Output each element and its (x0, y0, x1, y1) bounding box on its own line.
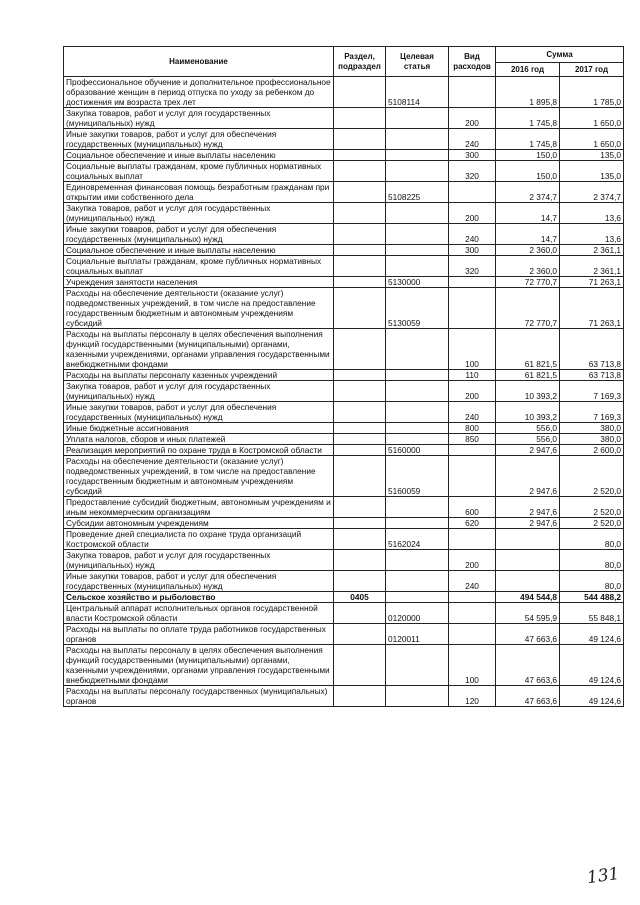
row-name: Закупка товаров, работ и услуг для государственных (муниципальных) нужд (64, 550, 334, 571)
row-article (386, 129, 449, 150)
row-article (386, 645, 449, 686)
row-sum-2017: 13,6 (560, 224, 624, 245)
row-article: 0120011 (386, 624, 449, 645)
table-row (64, 624, 624, 645)
row-article (386, 550, 449, 571)
row-type: 240 (449, 571, 496, 592)
row-section (334, 256, 386, 277)
row-sum-2017: 2 374,7 (560, 182, 624, 203)
row-sum-2016 (496, 550, 560, 571)
row-name: Иные закупки товаров, работ и услуг для обеспечения государственных (муниципальных) нужд (64, 224, 334, 245)
row-sum-2016: 556,0 (496, 423, 560, 434)
row-sum-2016: 61 821,5 (496, 370, 560, 381)
row-name: Профессиональное обучение и дополнительное профессиональное образование женщин в период отпуска по уходу за ребенком до достижения им возраста трех лет (64, 77, 334, 108)
row-section (334, 245, 386, 256)
table-row (64, 456, 624, 497)
table-row (64, 381, 624, 402)
row-sum-2017: 2 520,0 (560, 497, 624, 518)
row-sum-2016: 1 745,8 (496, 108, 560, 129)
row-article (386, 370, 449, 381)
row-section (334, 456, 386, 497)
row-article (386, 518, 449, 529)
row-sum-2016: 47 663,6 (496, 624, 560, 645)
row-section (334, 571, 386, 592)
row-article (386, 108, 449, 129)
row-sum-2017: 80,0 (560, 550, 624, 571)
row-sum-2016: 2 374,7 (496, 182, 560, 203)
header-2017: 2017 год (560, 63, 624, 77)
row-section (334, 497, 386, 518)
row-type: 620 (449, 518, 496, 529)
row-sum-2017: 135,0 (560, 150, 624, 161)
row-type: 200 (449, 203, 496, 224)
row-type (449, 77, 496, 108)
row-name: Закупка товаров, работ и услуг для государственных (муниципальных) нужд (64, 381, 334, 402)
row-section (334, 329, 386, 370)
row-name: Расходы на выплаты персоналу государственных (муниципальных) органов (64, 686, 334, 707)
row-name: Расходы на выплаты по оплате труда работников государственных органов (64, 624, 334, 645)
row-section (334, 402, 386, 423)
row-type: 240 (449, 129, 496, 150)
row-sum-2017: 71 263,1 (560, 288, 624, 329)
row-sum-2016: 14,7 (496, 224, 560, 245)
row-sum-2017: 13,6 (560, 203, 624, 224)
row-section (334, 203, 386, 224)
row-sum-2016: 1 895,8 (496, 77, 560, 108)
row-type: 240 (449, 224, 496, 245)
row-sum-2016: 14,7 (496, 203, 560, 224)
row-name: Единовременная финансовая помощь безработным гражданам при открытии ими собственного дела (64, 182, 334, 203)
header-name: Наименование (64, 47, 334, 77)
row-section (334, 150, 386, 161)
row-sum-2016: 556,0 (496, 434, 560, 445)
row-section (334, 434, 386, 445)
row-article: 5108225 (386, 182, 449, 203)
table-row (64, 603, 624, 624)
table-row (64, 224, 624, 245)
row-sum-2017: 1 650,0 (560, 129, 624, 150)
table-header (64, 47, 624, 77)
row-section (334, 686, 386, 707)
row-sum-2017: 49 124,6 (560, 686, 624, 707)
row-type (449, 603, 496, 624)
row-name: Социальные выплаты гражданам, кроме публичных нормативных социальных выплат (64, 256, 334, 277)
row-sum-2017: 2 361,1 (560, 245, 624, 256)
row-section (334, 423, 386, 434)
row-sum-2016: 2 360,0 (496, 245, 560, 256)
row-article: 5108114 (386, 77, 449, 108)
row-sum-2017: 80,0 (560, 529, 624, 550)
row-sum-2016: 150,0 (496, 161, 560, 182)
row-article: 5160000 (386, 445, 449, 456)
row-name: Субсидии автономным учреждениям (64, 518, 334, 529)
row-type: 300 (449, 150, 496, 161)
header-2016: 2016 год (496, 63, 560, 77)
row-name: Расходы на выплаты персоналу в целях обеспечения выполнения функций государственными (муниципальными) органами, казенными учреждениями, органами управления государственными внебюджетными фондами (64, 645, 334, 686)
table-row (64, 77, 624, 108)
row-sum-2017: 2 361,1 (560, 256, 624, 277)
row-type (449, 288, 496, 329)
row-sum-2017: 7 169,3 (560, 381, 624, 402)
row-name: Учреждения занятости населения (64, 277, 334, 288)
row-article: 5130000 (386, 277, 449, 288)
row-section (334, 108, 386, 129)
row-sum-2017: 135,0 (560, 161, 624, 182)
row-name: Закупка товаров, работ и услуг для государственных (муниципальных) нужд (64, 108, 334, 129)
row-section (334, 550, 386, 571)
row-type (449, 182, 496, 203)
row-sum-2016: 47 663,6 (496, 686, 560, 707)
row-section (334, 381, 386, 402)
row-section (334, 182, 386, 203)
row-type: 320 (449, 256, 496, 277)
row-type: 120 (449, 686, 496, 707)
budget-table (63, 46, 624, 707)
row-article: 5162024 (386, 529, 449, 550)
row-article (386, 224, 449, 245)
row-sum-2016: 54 595,9 (496, 603, 560, 624)
row-sum-2016: 61 821,5 (496, 329, 560, 370)
row-article (386, 423, 449, 434)
row-section (334, 224, 386, 245)
table-row (64, 182, 624, 203)
row-section (334, 529, 386, 550)
row-section (334, 288, 386, 329)
row-section (334, 129, 386, 150)
row-article (386, 381, 449, 402)
row-type (449, 592, 496, 603)
row-sum-2017: 380,0 (560, 423, 624, 434)
table-row (64, 497, 624, 518)
table-row (64, 203, 624, 224)
row-sum-2017: 1 650,0 (560, 108, 624, 129)
row-article (386, 256, 449, 277)
row-sum-2017: 1 785,0 (560, 77, 624, 108)
row-section: 0405 (334, 592, 386, 603)
row-type: 320 (449, 161, 496, 182)
row-sum-2016: 2 947,6 (496, 497, 560, 518)
table-row (64, 686, 624, 707)
table-row (64, 592, 624, 603)
row-sum-2016: 10 393,2 (496, 381, 560, 402)
row-sum-2016: 2 947,6 (496, 445, 560, 456)
row-type: 850 (449, 434, 496, 445)
row-sum-2016: 1 745,8 (496, 129, 560, 150)
row-type: 200 (449, 381, 496, 402)
row-type: 100 (449, 329, 496, 370)
row-sum-2016: 2 947,6 (496, 518, 560, 529)
row-sum-2016: 2 947,6 (496, 456, 560, 497)
row-name: Социальное обеспечение и иные выплаты населению (64, 245, 334, 256)
row-sum-2017: 55 848,1 (560, 603, 624, 624)
header-type: Вид расходов (449, 47, 496, 77)
row-name: Социальное обеспечение и иные выплаты населению (64, 150, 334, 161)
row-type: 800 (449, 423, 496, 434)
row-sum-2017: 49 124,6 (560, 645, 624, 686)
table-row (64, 288, 624, 329)
table-row (64, 108, 624, 129)
table-row (64, 529, 624, 550)
row-type: 100 (449, 645, 496, 686)
table-row (64, 150, 624, 161)
row-name: Социальные выплаты гражданам, кроме публичных нормативных социальных выплат (64, 161, 334, 182)
row-name: Иные закупки товаров, работ и услуг для обеспечения государственных (муниципальных) нужд (64, 129, 334, 150)
row-section (334, 161, 386, 182)
row-type: 240 (449, 402, 496, 423)
table-row (64, 329, 624, 370)
row-type: 600 (449, 497, 496, 518)
row-article (386, 329, 449, 370)
row-section (334, 445, 386, 456)
header-section: Раздел, подраздел (334, 47, 386, 77)
row-type (449, 456, 496, 497)
row-section (334, 603, 386, 624)
row-section (334, 277, 386, 288)
row-sum-2016 (496, 529, 560, 550)
row-sum-2016: 47 663,6 (496, 645, 560, 686)
row-type (449, 529, 496, 550)
row-name: Проведение дней специалиста по охране труда организаций Костромской области (64, 529, 334, 550)
row-sum-2017: 63 713,8 (560, 370, 624, 381)
row-sum-2017: 2 600,0 (560, 445, 624, 456)
row-sum-2017: 63 713,8 (560, 329, 624, 370)
row-sum-2017: 544 488,2 (560, 592, 624, 603)
row-name: Расходы на выплаты персоналу в целях обеспечения выполнения функций государственными (муниципальными) органами, казенными учреждениями, органами управления государственными внебюджетными фондами (64, 329, 334, 370)
row-type (449, 624, 496, 645)
row-name: Иные закупки товаров, работ и услуг для обеспечения государственных (муниципальных) нужд (64, 402, 334, 423)
page-number: 131 (585, 863, 621, 889)
row-type (449, 277, 496, 288)
row-article (386, 402, 449, 423)
row-sum-2016 (496, 571, 560, 592)
row-section (334, 624, 386, 645)
table-row (64, 129, 624, 150)
row-name: Расходы на обеспечение деятельности (оказание услуг) подведомственных учреждений, в том числе на предоставление государственным бюджетным и автономным учреждениям субсидий (64, 456, 334, 497)
row-type: 110 (449, 370, 496, 381)
row-sum-2017: 2 520,0 (560, 456, 624, 497)
table-row (64, 571, 624, 592)
row-sum-2017: 380,0 (560, 434, 624, 445)
row-article (386, 150, 449, 161)
row-article (386, 203, 449, 224)
row-sum-2017: 2 520,0 (560, 518, 624, 529)
row-article (386, 571, 449, 592)
header-article: Целевая статья (386, 47, 449, 77)
row-sum-2016: 150,0 (496, 150, 560, 161)
row-article (386, 245, 449, 256)
table-row (64, 518, 624, 529)
table-row (64, 245, 624, 256)
row-type (449, 445, 496, 456)
row-article (386, 686, 449, 707)
row-name: Предоставление субсидий бюджетным, автономным учреждениям и иным некоммерческим организациям (64, 497, 334, 518)
row-sum-2017: 49 124,6 (560, 624, 624, 645)
row-section (334, 645, 386, 686)
row-article (386, 434, 449, 445)
row-article (386, 161, 449, 182)
table-body (64, 77, 624, 707)
row-section (334, 77, 386, 108)
row-sum-2017: 71 263,1 (560, 277, 624, 288)
row-name: Сельское хозяйство и рыболовство (64, 592, 334, 603)
table-row (64, 645, 624, 686)
row-section (334, 518, 386, 529)
row-sum-2016: 72 770,7 (496, 277, 560, 288)
row-name: Расходы на выплаты персоналу казенных учреждений (64, 370, 334, 381)
table-row (64, 277, 624, 288)
row-name: Иные закупки товаров, работ и услуг для обеспечения государственных (муниципальных) нужд (64, 571, 334, 592)
table-row (64, 434, 624, 445)
table-row (64, 445, 624, 456)
row-name: Расходы на обеспечение деятельности (оказание услуг) подведомственных учреждений, в том числе на предоставление государственным бюджетным и автономным учреждениям субсидий (64, 288, 334, 329)
row-name: Уплата налогов, сборов и иных платежей (64, 434, 334, 445)
row-type: 300 (449, 245, 496, 256)
row-name: Центральный аппарат исполнительных органов государственной власти Костромской области (64, 603, 334, 624)
row-article: 0120000 (386, 603, 449, 624)
row-sum-2016: 494 544,8 (496, 592, 560, 603)
row-name: Закупка товаров, работ и услуг для государственных (муниципальных) нужд (64, 203, 334, 224)
row-name: Иные бюджетные ассигнования (64, 423, 334, 434)
table-row (64, 256, 624, 277)
table-row (64, 423, 624, 434)
row-article (386, 497, 449, 518)
row-type: 200 (449, 550, 496, 571)
row-sum-2017: 80,0 (560, 571, 624, 592)
row-name: Реализация мероприятий по охране труда в Костромской области (64, 445, 334, 456)
row-article: 5160059 (386, 456, 449, 497)
row-article (386, 592, 449, 603)
row-sum-2016: 2 360,0 (496, 256, 560, 277)
table-row (64, 402, 624, 423)
table-row (64, 550, 624, 571)
table-row (64, 161, 624, 182)
row-type: 200 (449, 108, 496, 129)
row-section (334, 370, 386, 381)
header-sum: Сумма (496, 47, 624, 63)
row-article: 5130059 (386, 288, 449, 329)
row-sum-2016: 10 393,2 (496, 402, 560, 423)
row-sum-2016: 72 770,7 (496, 288, 560, 329)
table-row (64, 370, 624, 381)
row-sum-2017: 7 169,3 (560, 402, 624, 423)
